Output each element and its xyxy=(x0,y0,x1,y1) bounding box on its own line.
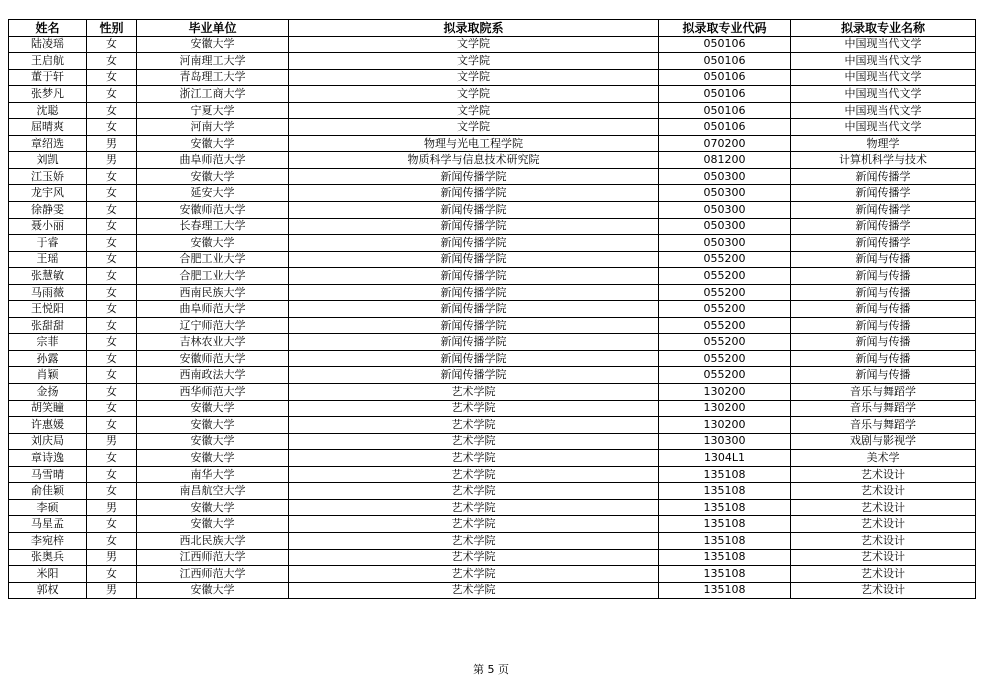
gender-cell: 女 xyxy=(87,367,137,384)
major-name-cell: 新闻与传播 xyxy=(791,284,976,301)
major-code-cell: 050106 xyxy=(659,36,791,53)
table-row xyxy=(9,334,976,351)
department-cell: 艺术学院 xyxy=(289,384,659,401)
table-row xyxy=(9,499,976,516)
gender-cell: 女 xyxy=(87,268,137,285)
major-name-cell: 新闻与传播 xyxy=(791,334,976,351)
table-row xyxy=(9,516,976,533)
name-cell: 马雪晴 xyxy=(9,466,87,483)
major-code-cell: 055200 xyxy=(659,268,791,285)
table-row xyxy=(9,317,976,334)
table-row xyxy=(9,69,976,86)
table-row xyxy=(9,532,976,549)
major-name-cell: 中国现当代文学 xyxy=(791,53,976,70)
major-code-cell: 1304L1 xyxy=(659,450,791,467)
graduate-school-cell: 安徽师范大学 xyxy=(137,350,289,367)
name-cell: 金扬 xyxy=(9,384,87,401)
gender-cell: 男 xyxy=(87,135,137,152)
department-cell: 文学院 xyxy=(289,69,659,86)
gender-cell: 女 xyxy=(87,168,137,185)
major-name-cell: 艺术设计 xyxy=(791,499,976,516)
table-row xyxy=(9,549,976,566)
name-cell: 章绍选 xyxy=(9,135,87,152)
name-cell: 王瑶 xyxy=(9,251,87,268)
major-name-cell: 新闻与传播 xyxy=(791,251,976,268)
gender-cell: 男 xyxy=(87,152,137,169)
name-cell: 于睿 xyxy=(9,235,87,252)
column-header: 姓名 xyxy=(9,20,87,37)
graduate-school-cell: 西北民族大学 xyxy=(137,532,289,549)
name-cell: 郭权 xyxy=(9,582,87,599)
major-name-cell: 计算机科学与技术 xyxy=(791,152,976,169)
major-code-cell: 050300 xyxy=(659,235,791,252)
major-name-cell: 新闻与传播 xyxy=(791,301,976,318)
major-code-cell: 050106 xyxy=(659,53,791,70)
department-cell: 艺术学院 xyxy=(289,483,659,500)
gender-cell: 男 xyxy=(87,499,137,516)
major-code-cell: 055200 xyxy=(659,367,791,384)
major-name-cell: 艺术设计 xyxy=(791,516,976,533)
table-row xyxy=(9,384,976,401)
name-cell: 孙露 xyxy=(9,350,87,367)
major-code-cell: 050300 xyxy=(659,218,791,235)
gender-cell: 女 xyxy=(87,532,137,549)
column-header: 拟录取院系 xyxy=(289,20,659,37)
table-row xyxy=(9,185,976,202)
department-cell: 新闻传播学院 xyxy=(289,168,659,185)
graduate-school-cell: 西华师范大学 xyxy=(137,384,289,401)
name-cell: 刘凯 xyxy=(9,152,87,169)
department-cell: 新闻传播学院 xyxy=(289,202,659,219)
gender-cell: 女 xyxy=(87,417,137,434)
major-code-cell: 130200 xyxy=(659,400,791,417)
gender-cell: 男 xyxy=(87,549,137,566)
department-cell: 新闻传播学院 xyxy=(289,334,659,351)
department-cell: 新闻传播学院 xyxy=(289,317,659,334)
gender-cell: 女 xyxy=(87,483,137,500)
gender-cell: 女 xyxy=(87,218,137,235)
graduate-school-cell: 合肥工业大学 xyxy=(137,251,289,268)
name-cell: 王悦阳 xyxy=(9,301,87,318)
major-code-cell: 135108 xyxy=(659,483,791,500)
graduate-school-cell: 安徽师范大学 xyxy=(137,202,289,219)
column-header: 拟录取专业代码 xyxy=(659,20,791,37)
name-cell: 刘庆局 xyxy=(9,433,87,450)
major-code-cell: 050300 xyxy=(659,168,791,185)
department-cell: 文学院 xyxy=(289,53,659,70)
name-cell: 屈晴爽 xyxy=(9,119,87,136)
graduate-school-cell: 合肥工业大学 xyxy=(137,268,289,285)
table-row xyxy=(9,268,976,285)
table-row xyxy=(9,566,976,583)
major-code-cell: 135108 xyxy=(659,566,791,583)
graduate-school-cell: 安徽大学 xyxy=(137,516,289,533)
table-row xyxy=(9,251,976,268)
graduate-school-cell: 安徽大学 xyxy=(137,499,289,516)
name-cell: 张梦凡 xyxy=(9,86,87,103)
gender-cell: 女 xyxy=(87,53,137,70)
department-cell: 艺术学院 xyxy=(289,400,659,417)
name-cell: 米阳 xyxy=(9,566,87,583)
department-cell: 文学院 xyxy=(289,36,659,53)
table-row xyxy=(9,218,976,235)
gender-cell: 女 xyxy=(87,86,137,103)
major-name-cell: 中国现当代文学 xyxy=(791,69,976,86)
major-name-cell: 艺术设计 xyxy=(791,466,976,483)
major-code-cell: 070200 xyxy=(659,135,791,152)
gender-cell: 男 xyxy=(87,582,137,599)
graduate-school-cell: 安徽大学 xyxy=(137,400,289,417)
table-row xyxy=(9,53,976,70)
gender-cell: 女 xyxy=(87,119,137,136)
gender-cell: 女 xyxy=(87,102,137,119)
major-code-cell: 055200 xyxy=(659,251,791,268)
department-cell: 新闻传播学院 xyxy=(289,251,659,268)
department-cell: 艺术学院 xyxy=(289,532,659,549)
major-name-cell: 新闻传播学 xyxy=(791,202,976,219)
major-name-cell: 新闻传播学 xyxy=(791,235,976,252)
gender-cell: 女 xyxy=(87,350,137,367)
department-cell: 新闻传播学院 xyxy=(289,284,659,301)
major-code-cell: 055200 xyxy=(659,317,791,334)
major-name-cell: 音乐与舞蹈学 xyxy=(791,400,976,417)
major-code-cell: 050300 xyxy=(659,185,791,202)
graduate-school-cell: 曲阜师范大学 xyxy=(137,301,289,318)
department-cell: 新闻传播学院 xyxy=(289,301,659,318)
graduate-school-cell: 西南民族大学 xyxy=(137,284,289,301)
major-code-cell: 135108 xyxy=(659,466,791,483)
major-name-cell: 艺术设计 xyxy=(791,483,976,500)
major-code-cell: 135108 xyxy=(659,532,791,549)
name-cell: 沈聪 xyxy=(9,102,87,119)
name-cell: 王启航 xyxy=(9,53,87,70)
major-name-cell: 物理学 xyxy=(791,135,976,152)
department-cell: 艺术学院 xyxy=(289,433,659,450)
major-code-cell: 135108 xyxy=(659,516,791,533)
major-name-cell: 新闻与传播 xyxy=(791,317,976,334)
major-code-cell: 130200 xyxy=(659,417,791,434)
department-cell: 艺术学院 xyxy=(289,466,659,483)
major-code-cell: 050106 xyxy=(659,119,791,136)
gender-cell: 女 xyxy=(87,301,137,318)
graduate-school-cell: 曲阜师范大学 xyxy=(137,152,289,169)
name-cell: 董于轩 xyxy=(9,69,87,86)
table-row xyxy=(9,417,976,434)
table-row xyxy=(9,301,976,318)
graduate-school-cell: 安徽大学 xyxy=(137,36,289,53)
major-code-cell: 050106 xyxy=(659,102,791,119)
graduate-school-cell: 河南大学 xyxy=(137,119,289,136)
major-code-cell: 055200 xyxy=(659,301,791,318)
major-name-cell: 中国现当代文学 xyxy=(791,86,976,103)
table-body xyxy=(9,36,976,599)
gender-cell: 女 xyxy=(87,466,137,483)
gender-cell: 女 xyxy=(87,202,137,219)
admission-table xyxy=(8,19,976,599)
department-cell: 艺术学院 xyxy=(289,582,659,599)
table-row xyxy=(9,350,976,367)
name-cell: 李宛梓 xyxy=(9,532,87,549)
gender-cell: 女 xyxy=(87,334,137,351)
graduate-school-cell: 安徽大学 xyxy=(137,582,289,599)
name-cell: 江玉娇 xyxy=(9,168,87,185)
page-number: 第 5 页 xyxy=(473,663,509,676)
graduate-school-cell: 安徽大学 xyxy=(137,450,289,467)
major-code-cell: 130300 xyxy=(659,433,791,450)
department-cell: 艺术学院 xyxy=(289,566,659,583)
major-code-cell: 135108 xyxy=(659,582,791,599)
gender-cell: 女 xyxy=(87,516,137,533)
department-cell: 文学院 xyxy=(289,86,659,103)
department-cell: 物质科学与信息技术研究院 xyxy=(289,152,659,169)
name-cell: 张慧敏 xyxy=(9,268,87,285)
table-row xyxy=(9,235,976,252)
column-header: 性别 xyxy=(87,20,137,37)
table-header-row xyxy=(9,20,976,37)
department-cell: 艺术学院 xyxy=(289,499,659,516)
gender-cell: 女 xyxy=(87,235,137,252)
graduate-school-cell: 延安大学 xyxy=(137,185,289,202)
name-cell: 许惠媛 xyxy=(9,417,87,434)
major-name-cell: 戏剧与影视学 xyxy=(791,433,976,450)
graduate-school-cell: 安徽大学 xyxy=(137,433,289,450)
major-code-cell: 050300 xyxy=(659,202,791,219)
table-row xyxy=(9,367,976,384)
major-code-cell: 050106 xyxy=(659,69,791,86)
major-name-cell: 新闻与传播 xyxy=(791,268,976,285)
gender-cell: 女 xyxy=(87,317,137,334)
table-row xyxy=(9,168,976,185)
table-row xyxy=(9,582,976,599)
graduate-school-cell: 宁夏大学 xyxy=(137,102,289,119)
graduate-school-cell: 青岛理工大学 xyxy=(137,69,289,86)
major-name-cell: 新闻与传播 xyxy=(791,367,976,384)
graduate-school-cell: 吉林农业大学 xyxy=(137,334,289,351)
department-cell: 新闻传播学院 xyxy=(289,367,659,384)
name-cell: 胡笑瞳 xyxy=(9,400,87,417)
name-cell: 李硕 xyxy=(9,499,87,516)
major-name-cell: 美术学 xyxy=(791,450,976,467)
department-cell: 新闻传播学院 xyxy=(289,218,659,235)
major-code-cell: 050106 xyxy=(659,86,791,103)
name-cell: 徐静雯 xyxy=(9,202,87,219)
gender-cell: 女 xyxy=(87,450,137,467)
name-cell: 龙宇风 xyxy=(9,185,87,202)
major-name-cell: 中国现当代文学 xyxy=(791,36,976,53)
department-cell: 物理与光电工程学院 xyxy=(289,135,659,152)
name-cell: 章诗逸 xyxy=(9,450,87,467)
table-row xyxy=(9,202,976,219)
gender-cell: 女 xyxy=(87,251,137,268)
graduate-school-cell: 长春理工大学 xyxy=(137,218,289,235)
table-row xyxy=(9,284,976,301)
table-row xyxy=(9,400,976,417)
graduate-school-cell: 安徽大学 xyxy=(137,235,289,252)
name-cell: 张奥兵 xyxy=(9,549,87,566)
major-name-cell: 音乐与舞蹈学 xyxy=(791,417,976,434)
name-cell: 肖颖 xyxy=(9,367,87,384)
major-name-cell: 音乐与舞蹈学 xyxy=(791,384,976,401)
graduate-school-cell: 浙江工商大学 xyxy=(137,86,289,103)
table-row xyxy=(9,36,976,53)
name-cell: 俞佳颖 xyxy=(9,483,87,500)
graduate-school-cell: 安徽大学 xyxy=(137,168,289,185)
department-cell: 新闻传播学院 xyxy=(289,185,659,202)
major-code-cell: 055200 xyxy=(659,334,791,351)
major-code-cell: 135108 xyxy=(659,499,791,516)
column-header: 毕业单位 xyxy=(137,20,289,37)
gender-cell: 男 xyxy=(87,433,137,450)
major-code-cell: 055200 xyxy=(659,350,791,367)
name-cell: 宗菲 xyxy=(9,334,87,351)
department-cell: 文学院 xyxy=(289,119,659,136)
table-row xyxy=(9,86,976,103)
name-cell: 陆凌瑶 xyxy=(9,36,87,53)
table-row xyxy=(9,466,976,483)
department-cell: 艺术学院 xyxy=(289,417,659,434)
major-name-cell: 新闻传播学 xyxy=(791,168,976,185)
gender-cell: 女 xyxy=(87,69,137,86)
major-name-cell: 艺术设计 xyxy=(791,566,976,583)
department-cell: 艺术学院 xyxy=(289,516,659,533)
major-name-cell: 中国现当代文学 xyxy=(791,119,976,136)
department-cell: 艺术学院 xyxy=(289,549,659,566)
name-cell: 张甜甜 xyxy=(9,317,87,334)
gender-cell: 女 xyxy=(87,185,137,202)
department-cell: 新闻传播学院 xyxy=(289,350,659,367)
table-row xyxy=(9,119,976,136)
graduate-school-cell: 安徽大学 xyxy=(137,135,289,152)
table-row xyxy=(9,135,976,152)
name-cell: 马星孟 xyxy=(9,516,87,533)
gender-cell: 女 xyxy=(87,566,137,583)
gender-cell: 女 xyxy=(87,284,137,301)
table-row xyxy=(9,450,976,467)
major-name-cell: 艺术设计 xyxy=(791,582,976,599)
graduate-school-cell: 西南政法大学 xyxy=(137,367,289,384)
graduate-school-cell: 辽宁师范大学 xyxy=(137,317,289,334)
major-code-cell: 055200 xyxy=(659,284,791,301)
graduate-school-cell: 江西师范大学 xyxy=(137,549,289,566)
table-row xyxy=(9,483,976,500)
table-row xyxy=(9,102,976,119)
major-name-cell: 新闻与传播 xyxy=(791,350,976,367)
graduate-school-cell: 安徽大学 xyxy=(137,417,289,434)
major-name-cell: 艺术设计 xyxy=(791,532,976,549)
department-cell: 新闻传播学院 xyxy=(289,268,659,285)
graduate-school-cell: 河南理工大学 xyxy=(137,53,289,70)
name-cell: 聂小丽 xyxy=(9,218,87,235)
major-name-cell: 中国现当代文学 xyxy=(791,102,976,119)
graduate-school-cell: 江西师范大学 xyxy=(137,566,289,583)
department-cell: 文学院 xyxy=(289,102,659,119)
graduate-school-cell: 南华大学 xyxy=(137,466,289,483)
department-cell: 新闻传播学院 xyxy=(289,235,659,252)
major-name-cell: 艺术设计 xyxy=(791,549,976,566)
name-cell: 马雨薇 xyxy=(9,284,87,301)
major-code-cell: 135108 xyxy=(659,549,791,566)
gender-cell: 女 xyxy=(87,36,137,53)
major-code-cell: 081200 xyxy=(659,152,791,169)
table-row xyxy=(9,152,976,169)
department-cell: 艺术学院 xyxy=(289,450,659,467)
gender-cell: 女 xyxy=(87,384,137,401)
major-name-cell: 新闻传播学 xyxy=(791,218,976,235)
major-code-cell: 130200 xyxy=(659,384,791,401)
gender-cell: 女 xyxy=(87,400,137,417)
table-row xyxy=(9,433,976,450)
graduate-school-cell: 南昌航空大学 xyxy=(137,483,289,500)
major-name-cell: 新闻传播学 xyxy=(791,185,976,202)
column-header: 拟录取专业名称 xyxy=(791,20,976,37)
